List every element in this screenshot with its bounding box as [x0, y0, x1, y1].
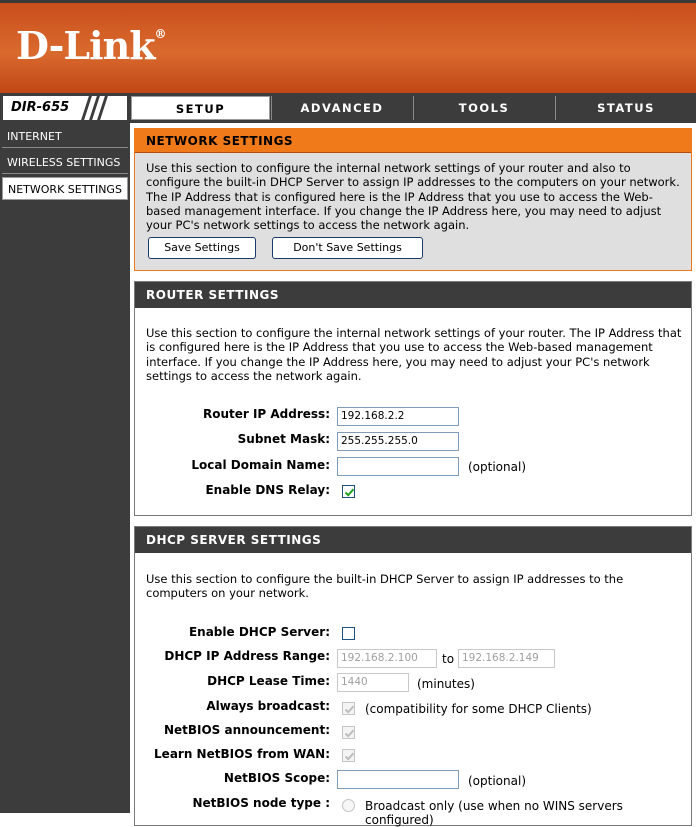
- broadcast-only-radio[interactable]: [342, 799, 355, 812]
- local-domain-note: (optional): [468, 460, 526, 474]
- dhcp-lease-label: DHCP Lease Time:: [207, 674, 330, 688]
- model-name: DIR-655: [11, 100, 70, 115]
- netbios-node-type-label: NetBIOS node type :: [192, 796, 330, 810]
- network-settings-title: NETWORK SETTINGS: [135, 129, 691, 153]
- save-settings-button[interactable]: Save Settings: [148, 237, 256, 259]
- local-domain-input[interactable]: [337, 457, 459, 476]
- dns-relay-label: Enable DNS Relay:: [205, 483, 330, 497]
- netbios-announcement-label: NetBIOS announcement:: [163, 723, 330, 737]
- always-broadcast-label: Always broadcast:: [206, 699, 330, 713]
- learn-netbios-wan-label: Learn NetBIOS from WAN:: [154, 747, 330, 761]
- check-icon: [343, 727, 356, 740]
- sidebar-item-internet[interactable]: INTERNET: [2, 125, 128, 148]
- dhcp-settings-title: DHCP SERVER SETTINGS: [135, 527, 691, 553]
- header-banner: [0, 0, 696, 93]
- always-broadcast-note: (compatibility for some DHCP Clients): [365, 702, 592, 716]
- tab-advanced[interactable]: ADVANCED: [271, 96, 412, 120]
- sidebar-item-network-settings[interactable]: NETWORK SETTINGS: [2, 177, 128, 200]
- check-icon: [343, 486, 356, 499]
- router-settings-title: ROUTER SETTINGS: [135, 282, 691, 308]
- dhcp-range-label: DHCP IP Address Range:: [164, 649, 330, 663]
- tab-status[interactable]: STATUS: [555, 96, 696, 120]
- dhcp-range-start-input[interactable]: 192.168.2.100: [337, 649, 437, 668]
- model-badge: [3, 96, 127, 120]
- dhcp-range-end-input[interactable]: 192.168.2.149: [458, 649, 555, 668]
- dhcp-server-settings-panel: [134, 526, 692, 826]
- network-settings-description: Use this section to configure the internal network settings of your router and also to configure the built-in DHCP Server to assign IP addresses to the computers on your network. The IP Address that is configured here is the IP Address that you use to access the Web-based management interface. If you change the IP Address here, you may need to adjust your PC's network settings to access the network again.: [146, 161, 680, 233]
- sidebar-item-wireless-settings[interactable]: WIRELESS SETTINGS: [2, 151, 128, 174]
- subnet-mask-input[interactable]: 255.255.255.0: [337, 432, 459, 451]
- subnet-mask-label: Subnet Mask:: [237, 432, 330, 446]
- router-settings-description: Use this section to configure the internal network settings of your router. The IP Address that is configured here is the IP Address that you use to access the Web-based management interface. If you change the IP Address here, you may need to adjust your PC's network settings to access the network again.: [146, 326, 682, 383]
- dhcp-range-to: to: [442, 652, 455, 666]
- dns-relay-checkbox[interactable]: [342, 485, 355, 498]
- enable-dhcp-label: Enable DHCP Server:: [188, 625, 330, 639]
- netbios-scope-input[interactable]: [337, 770, 459, 789]
- check-icon: [343, 750, 356, 763]
- router-ip-input[interactable]: 192.168.2.2: [337, 407, 459, 426]
- top-nav: [0, 93, 696, 123]
- netbios-scope-note: (optional): [468, 774, 526, 788]
- dont-save-settings-button[interactable]: Don't Save Settings: [272, 237, 423, 259]
- netbios-announcement-checkbox[interactable]: [342, 726, 355, 739]
- broadcast-only-option-label: Broadcast only (use when no WINS servers configured): [365, 799, 623, 827]
- local-domain-label: Local Domain Name:: [191, 458, 330, 472]
- always-broadcast-checkbox[interactable]: [342, 702, 355, 715]
- enable-dhcp-checkbox[interactable]: [342, 627, 355, 640]
- router-settings-panel: [134, 281, 692, 516]
- tab-setup[interactable]: SETUP: [131, 96, 270, 120]
- netbios-scope-label: NetBIOS Scope:: [223, 771, 330, 785]
- dhcp-lease-unit: (minutes): [417, 677, 475, 691]
- network-settings-panel: [134, 128, 692, 271]
- tab-tools[interactable]: TOOLS: [413, 96, 554, 120]
- dhcp-lease-input[interactable]: 1440: [337, 673, 409, 692]
- router-ip-label: Router IP Address:: [202, 407, 330, 421]
- dlink-logo: D-Link®: [16, 23, 166, 68]
- learn-netbios-wan-checkbox[interactable]: [342, 749, 355, 762]
- dhcp-settings-description: Use this section to configure the built-in DHCP Server to assign IP addresses to the computers on your network.: [146, 572, 624, 601]
- check-icon: [343, 703, 356, 716]
